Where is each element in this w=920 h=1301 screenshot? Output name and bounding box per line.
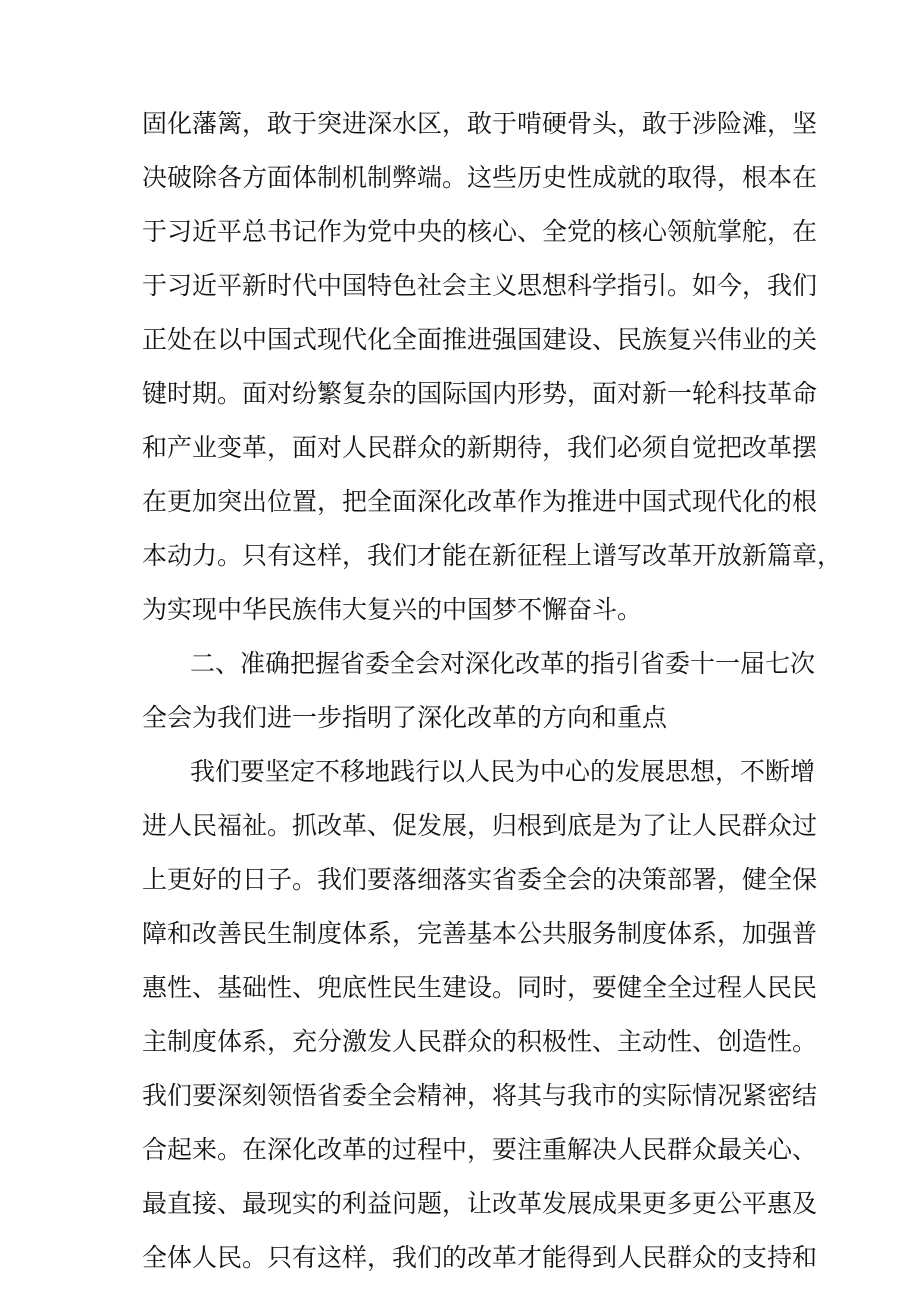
text-line: 为实现中华民族伟大复兴的中国梦不懈奋斗。	[142, 595, 643, 624]
text-line: 障和改善民生制度体系，完善基本公共服务制度体系，加强普	[142, 919, 818, 948]
text-line: 上更好的日子。我们要落细落实省委全会的决策部署，健全保	[142, 865, 818, 894]
section-heading-line: 全会为我们进一步指明了深化改革的方向和重点	[142, 703, 668, 732]
text-line: 最直接、最现实的利益问题，让改革发展成果更多更公平惠及	[142, 1189, 818, 1218]
text-line: 和产业变革，面对人民群众的新期待，我们必须自觉把改革摆	[142, 433, 818, 462]
text-line: 全体人民。只有这样，我们的改革才能得到人民群众的支持和	[142, 1243, 818, 1272]
text-line: 我们要深刻领悟省委全会精神，将其与我市的实际情况紧密结	[142, 1081, 818, 1110]
text-line: 进人民福祉。抓改革、促发展，归根到底是为了让人民群众过	[142, 811, 818, 840]
text-line: 于习近平新时代中国特色社会主义思想科学指引。如今，我们	[142, 271, 818, 300]
text-line: 惠性、基础性、兜底性民生建设。同时，要健全全过程人民民	[142, 973, 818, 1002]
text-line: 正处在以中国式现代化全面推进强国建设、民族复兴伟业的关	[142, 325, 818, 354]
text-line: 主制度体系，充分激发人民群众的积极性、主动性、创造性。	[142, 1027, 818, 1056]
text-line: 本动力。只有这样，我们才能在新征程上谱写改革开放新篇章，	[142, 541, 843, 570]
text-line: 决破除各方面体制机制弊端。这些历史性成就的取得，根本在	[142, 163, 818, 192]
text-line: 在更加突出位置，把全面深化改革作为推进中国式现代化的根	[142, 487, 818, 516]
text-line: 固化藩篱，敢于突进深水区，敢于啃硬骨头，敢于涉险滩，坚	[142, 109, 818, 138]
section-heading-line: 二、准确把握省委全会对深化改革的指引省委十一届七次	[190, 649, 816, 678]
text-line: 合起来。在深化改革的过程中，要注重解决人民群众最关心、	[142, 1135, 818, 1164]
text-line: 我们要坚定不移地践行以人民为中心的发展思想，不断增	[190, 757, 816, 786]
text-line: 键时期。面对纷繁复杂的国际国内形势，面对新一轮科技革命	[142, 379, 818, 408]
text-line: 于习近平总书记作为党中央的核心、全党的核心领航掌舵，在	[142, 217, 818, 246]
